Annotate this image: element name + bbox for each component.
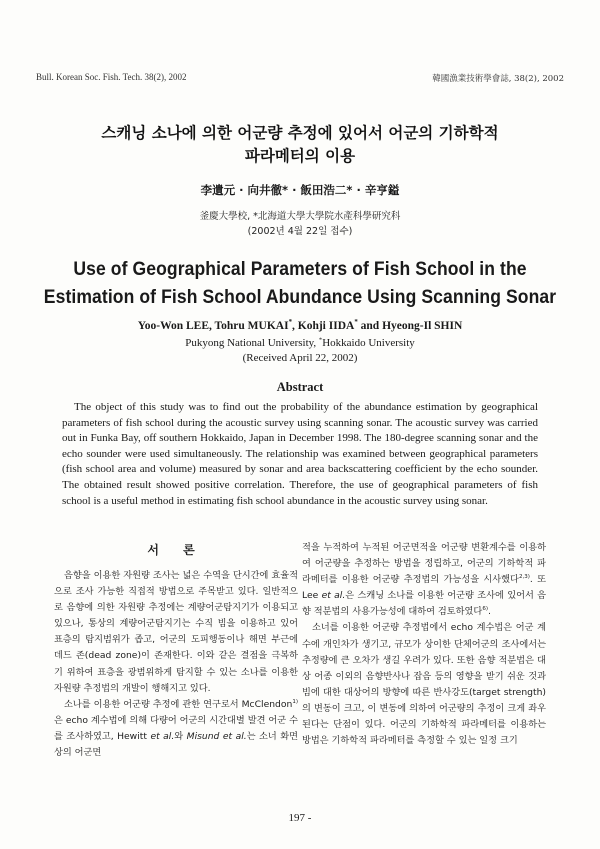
korean-affiliation-line1: 釜慶大學校, *北海道大學大學院水產科學研究科 [199,211,401,222]
abstract-heading: Abstract [276,380,324,394]
affil-text: Pukyong National University, [185,337,319,349]
citation-mark: 1) [292,698,298,705]
english-title-line1: Use of Geographical Parameters of Fish School in the [73,258,527,280]
left-column [54,540,298,761]
korean-authors: 李遺元 · 向井徹* · 飯田浩二* · 辛亨鎰 [200,183,400,197]
affil-mark: * [318,336,323,344]
citation-mark: 6) [482,606,488,613]
para-italic: Misund et al. [186,730,247,742]
intro-paragraph-1: 음향을 이용한 자원량 조사는 넓은 수역을 단시간에 효율적으로 조사 가능한 직접적 방법으로 주목받고 있다. 일반적으로 음향에 의한 자원량 추정에는 계량어군탐지기가 이용되고 있으나, 통상의 계량어군탐지기는 수직 빔을 이용하고 있어 표층의 탐지범위가 좁고, 어군의 도피행동이나 해면 부근에 데드 존(dead zone)이 존재한다. 이와 같은 결점을 극복하기 위하여 표층을 광범위하게 탐지할 수 있는 소나를 이용한 자원량 추정법의 개발이 행해지고 있다. [54,570,298,694]
abstract-body: The object of this study was to find out the probability of the abundance estimation by geographical parameters of fish school during the acoustic survey using scanning sonar. The acoustic survey was carried out in Funka Bay, off southern Hokkaido, Japan in December 1998. The 180-degree scanning sonar and the echo sounder were used simultaneously. The relationship was examined between geographical parameters (fish school area and volume) measured by sonar and area backscattering coefficient by the echo sounder. The obtained result showed positive correlation. Therefore, the use of geographical parameters of fish school is a useful method in estimating fish school abundance in the acoustic survey using sonar. [62,401,538,507]
author-text: and Hyeong-Il SHIN [357,320,463,332]
korean-title-line1: 스캐닝 소나에 의한 어군량 추정에 있어서 어군의 기하학적 [101,124,499,142]
english-affiliation [0,336,600,366]
korean-received-date: (2002년 4월 22일 접수) [247,226,353,237]
korean-affiliation [0,209,600,239]
para-text: . [487,606,491,618]
author-mark: * [288,319,293,327]
journal-citation-en: Bull. Korean Soc. Fish. Tech. 38(2), 2002 [36,72,187,82]
para-text: . 또 Lee [302,574,547,602]
para-text: 은 스캐닝 소나를 이용한 어군량 조사에 있어서 음향 적분법의 사용가능성에 대하여 검토하였다 [302,590,547,618]
section-heading-intro: 서 론 [147,543,205,557]
para-text: 은 echo 계수법에 의해 다량어 어군의 시간대별 발견 어군 수를 조사하였고, Hewitt [54,714,298,742]
running-header [36,72,564,84]
english-authors [0,320,600,332]
citation-mark: 2,3) [518,574,530,581]
intro-paragraph-3: 소너를 이용한 어군량 추정법에서 echo 계수법은 어군 계수에 개인차가 생기고, 규모가 상이한 단체어군의 조사에서는 추정량에 큰 오차가 생길 우려가 있다. 또한 음향 적분법은 대상 어종 이외의 음향반사나 잡음 등의 영향을 받기 쉬운 것과 빔에 대한 대상어의 방향에 따른 반사강도(target strength)의 변동이 크고, 이 변동에 의하여 어군량의 추정이 크게 좌우된다는 단점이 있다. 어군의 기하학적 파라메터를 이용하는 방법은 기하학적 파라메터를 측정할 수 있는 일정 크기 [302,622,546,747]
para-text: 소나를 이용한 어군량 추정에 관한 연구로서 McClendon [64,698,293,710]
intro-paragraph-2-cont [302,540,546,620]
para-text: 와 [174,730,187,742]
para-text: 적을 누적하여 누적된 어군면적을 어군량 변환계수를 이용하여 어군량을 추정하는 방법을 정립하고, 어군의 기하학적 파라메터를 이용한 어군량 추정법의 가능성을 시사했다 [302,542,546,586]
page-number: 197 - [288,812,312,824]
author-text: , Kohji IIDA [292,320,355,332]
english-title [30,255,570,311]
para-italic: et al. [150,730,175,742]
para-text: 는 소너 화면상의 어군면 [54,730,299,759]
english-title-line2: Estimation of Fish School Abundance Using Scanning Sonar [43,286,557,308]
para-italic: et al. [321,590,346,602]
english-received-date: (Received April 22, 2002) [242,352,358,364]
author-mark: * [354,319,358,327]
korean-title [0,122,600,168]
affil-text: Hokkaido University [322,337,415,349]
intro-paragraph-2 [54,697,298,761]
journal-citation-kr: 韓國漁業技術學會誌, 38(2), 2002 [432,74,564,84]
right-column [302,540,546,749]
korean-title-line2: 파라메터의 이용 [244,147,356,165]
english-affiliation-line [0,336,600,351]
author-text: Yoo-Won LEE, Tohru MUKAI [137,320,289,332]
